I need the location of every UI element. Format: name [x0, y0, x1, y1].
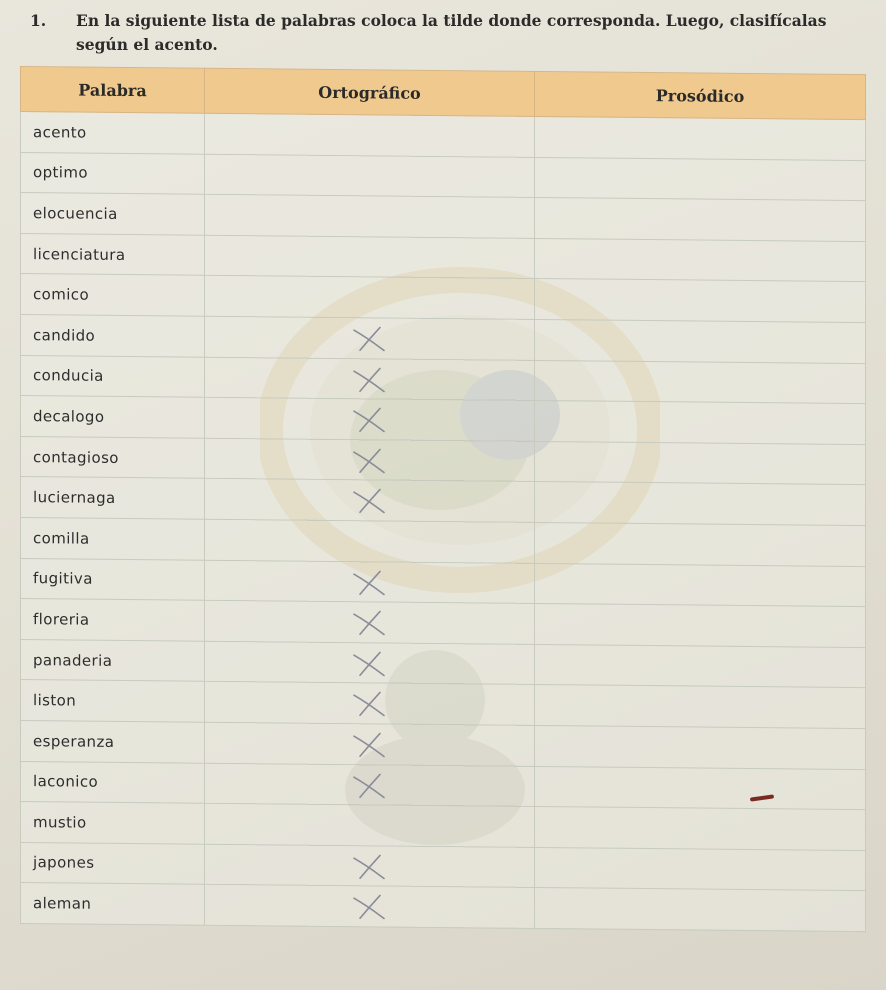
x-mark-icon: [350, 487, 390, 515]
word-cell: floreria: [21, 599, 205, 641]
prosodico-cell[interactable]: [535, 604, 866, 648]
word-cell: comilla: [21, 517, 205, 559]
prosodico-cell[interactable]: [535, 401, 866, 445]
ortografico-cell[interactable]: [205, 844, 535, 888]
ortografico-cell[interactable]: [205, 397, 535, 441]
prosodico-cell[interactable]: [535, 198, 866, 242]
word-cell: acento: [21, 112, 205, 154]
x-mark-icon: [350, 446, 390, 474]
instruction-line-1: En la siguiente lista de palabras coloca la tilde donde corresponda. Luego, clasifícalas: [76, 11, 827, 30]
prosodico-cell[interactable]: [535, 766, 866, 810]
x-mark-icon: [350, 771, 390, 799]
x-mark-icon: [350, 730, 390, 758]
word-cell: luciernaga: [21, 477, 205, 519]
prosodico-cell[interactable]: [535, 522, 866, 566]
word-cell: liston: [21, 680, 205, 722]
ortografico-cell[interactable]: [205, 682, 535, 726]
ortografico-cell[interactable]: [205, 641, 535, 685]
prosodico-cell[interactable]: [535, 482, 866, 526]
word-cell: panaderia: [21, 639, 205, 681]
instruction-line-2: según el acento.: [76, 35, 218, 54]
word-cell: candido: [21, 314, 205, 356]
word-cell: conducia: [21, 355, 205, 397]
prosodico-cell[interactable]: [535, 847, 866, 891]
word-cell: mustio: [21, 802, 205, 844]
ortografico-cell[interactable]: [205, 722, 535, 766]
word-cell: optimo: [21, 152, 205, 194]
prosodico-cell[interactable]: [535, 725, 866, 769]
prosodico-cell[interactable]: [535, 644, 866, 688]
word-cell: laconico: [21, 761, 205, 803]
prosodico-cell[interactable]: [535, 360, 866, 404]
ortografico-cell[interactable]: [205, 235, 535, 279]
ortografico-cell[interactable]: [205, 763, 535, 807]
ortografico-cell[interactable]: [205, 803, 535, 847]
word-cell: fugitiva: [21, 558, 205, 600]
word-cell: esperanza: [21, 720, 205, 762]
prosodico-cell[interactable]: [535, 238, 866, 282]
prosodico-cell[interactable]: [535, 319, 866, 363]
word-cell: contagioso: [21, 436, 205, 478]
x-mark-icon: [350, 608, 390, 636]
prosodico-cell[interactable]: [535, 279, 866, 323]
ortografico-cell[interactable]: [205, 885, 535, 929]
x-mark-icon: [350, 568, 390, 596]
word-cell: japones: [21, 842, 205, 884]
instruction-number: 1.: [30, 11, 47, 30]
x-mark-icon: [350, 892, 390, 920]
word-cell: decalogo: [21, 396, 205, 438]
ortografico-cell[interactable]: [205, 479, 535, 523]
x-mark-icon: [350, 405, 390, 433]
prosodico-cell[interactable]: [535, 563, 866, 607]
x-mark-icon: [350, 649, 390, 677]
word-cell: elocuencia: [21, 193, 205, 235]
prosodico-cell[interactable]: [535, 807, 866, 851]
ortografico-cell[interactable]: [205, 560, 535, 604]
ortografico-cell[interactable]: [205, 276, 535, 320]
header-ortografico: Ortográfico: [205, 68, 535, 116]
ortografico-cell[interactable]: [205, 519, 535, 563]
word-cell: comico: [21, 274, 205, 316]
ortografico-cell[interactable]: [205, 600, 535, 644]
word-cell: licenciatura: [21, 233, 205, 275]
table-header-row: [21, 67, 866, 120]
ortografico-cell[interactable]: [205, 357, 535, 401]
ortografico-cell[interactable]: [205, 316, 535, 360]
ortografico-cell[interactable]: [205, 438, 535, 482]
x-mark-icon: [350, 365, 390, 393]
table-row: [21, 883, 866, 932]
prosodico-cell[interactable]: [535, 888, 866, 932]
x-mark-icon: [350, 852, 390, 880]
x-mark-icon: [350, 324, 390, 352]
ortografico-cell[interactable]: [205, 194, 535, 238]
classification-table: [20, 66, 866, 932]
prosodico-cell[interactable]: [535, 157, 866, 201]
prosodico-cell[interactable]: [535, 685, 866, 729]
x-mark-icon: [350, 689, 390, 717]
ortografico-cell[interactable]: [205, 154, 535, 198]
prosodico-cell[interactable]: [535, 116, 866, 160]
ortografico-cell[interactable]: [205, 113, 535, 157]
header-prosodico: Prosódico: [535, 71, 866, 119]
prosodico-cell[interactable]: [535, 441, 866, 485]
word-cell: aleman: [21, 883, 205, 925]
header-palabra: Palabra: [21, 67, 205, 114]
instruction: [30, 8, 880, 58]
